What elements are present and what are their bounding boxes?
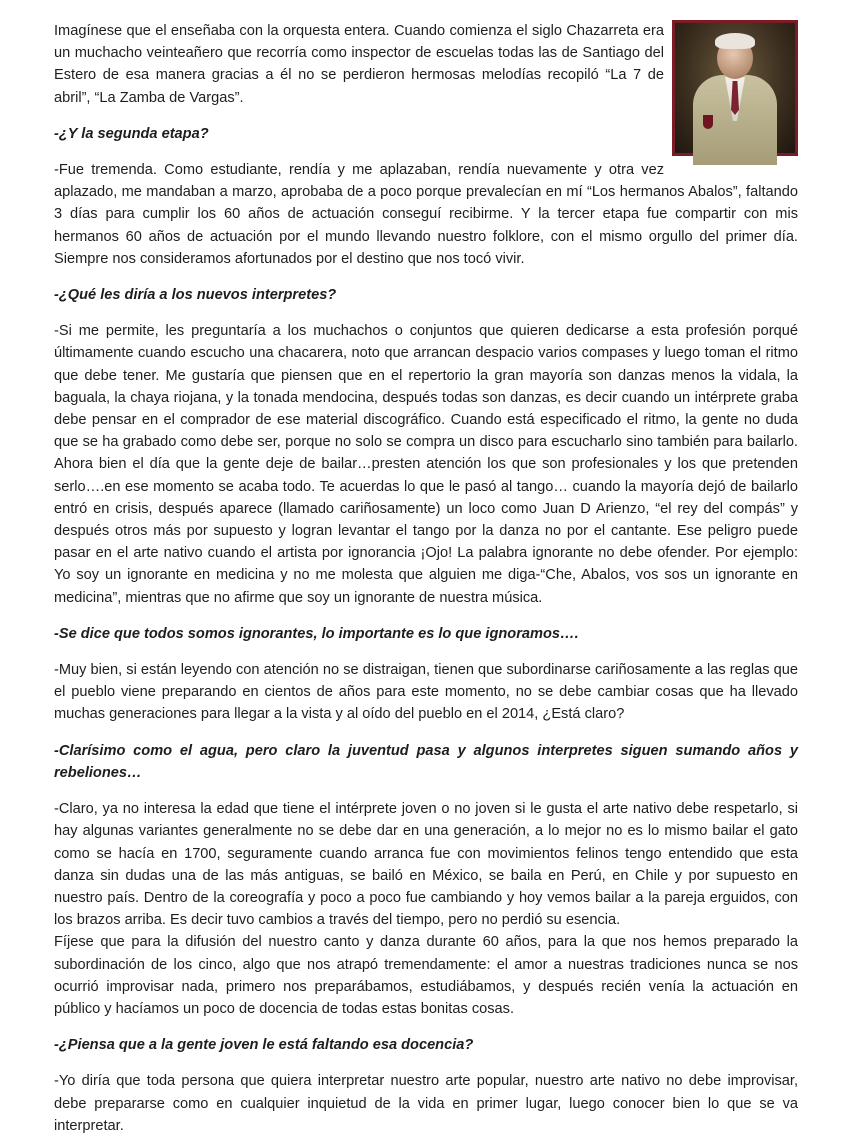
answer-juventud: -Claro, ya no interesa la edad que tiene el intérprete joven o no joven si le gusta el arte nativo debe respetarlo, si hay algunas variantes generalmente no se debe dar en una generación, a lo mejor no es lo mismo bailar el gato como se hacía en 1700, seguramente cuando arranca fue con movimientos felinos tengo entendido que esta danza sin dudas una de las más antiguas, se bailó en México, se baila en Perú, en Chile y por supuesto en nuestro país. Dentro de la coreografía y poco a poco fue cambiando y hoy vemos bailar a la pareja erguidos, con los brazos arriba. Es decir tuvo cambios a través del tiempo, pero no perdió su esencia. — [54, 801, 798, 929]
answer-segunda-etapa: -Fue tremenda. Como estudiante, rendía y me aplazaban, rendía nuevamente y otra vez aplazado, me mandaban a marzo, aprobaba de a poco porque prevalecían en mí “Los hermanos Abalos”, faltando 3 días para cumplir los 60 años de actuación conseguí recibirme. Y la tercer etapa fue compartir con mis hermanos 60 años de actuación por el mundo llevando nuestro folklore, con el mismo orgullo del primer día. Siempre nos consideramos afortunados por el destino que nos tocó vivir. — [54, 162, 798, 267]
portrait-photo — [672, 20, 798, 156]
article-page — [54, 20, 798, 1134]
question-segunda-etapa: -¿Y la segunda etapa? — [54, 125, 209, 142]
portrait-hair — [715, 33, 755, 49]
answer-juventud-continued: Fíjese que para la difusión del nuestro canto y danza durante 60 años, para la que nos hemos preparado la subordinación de los cinco, algo que nos atrapó tremendamente: el amor a nuestras tradiciones nunca se nos ocurrió improvisar nada, primero nos preparábamos, estudiábamos, y después recién venía la actuación en público y hacíamos un poco de docencia de todas estas bonitas cosas. — [54, 934, 798, 1017]
answer-docencia: -Yo diría que toda persona que quiera interpretar nuestro arte popular, nuestro arte nativo no debe improvisar, debe prepararse como en cualquier inquietud de la vida en primer lugar, luego conocer bien lo que se va interpretar. — [54, 1073, 798, 1134]
question-ignorantes: -Se dice que todos somos ignorantes, lo importante es lo que ignoramos…. — [54, 625, 579, 642]
question-docencia: -¿Piensa que a la gente joven le está faltando esa docencia? — [54, 1037, 474, 1054]
question-juventud: -Clarísimo como el agua, pero claro la juventud pasa y algunos interpretes siguen sumando años y rebeliones… — [54, 742, 798, 781]
answer-ignorantes: -Muy bien, si están leyendo con atención no se distraigan, tienen que subordinarse cariñosamente a las reglas que el pueblo viene preparando en cientos de años para este momento, no se debe cambiar cosas que ha llevado muchas generaciones para llegar a la vista y al oído del pueblo en el 2014, ¿Está claro? — [54, 662, 798, 723]
portrait-wine-glass — [703, 115, 713, 129]
question-nuevos-interpretes: -¿Qué les diría a los nuevos interpretes? — [54, 287, 337, 304]
answer-nuevos-interpretes: -Si me permite, les preguntaría a los muchachos o conjuntos que quieren dedicarse a esta profesión porqué últimamente cuando escucho una chacarera, noto que arrancan despacio varios compases y luego toman el ritmo que debe tener. Me gustaría que piensen que en el repertorio la gran mayoría son danzas menos la vidala, la baguala, la chaya riojana, y la tonada mendocina, después todas son danzas, es decir cuando un intérprete graba debe pensar en el comprador de ese material discográfico. Cuando está especificado el ritmo, la gente no duda que se ha grabado como debe ser, porque no solo se compra un disco para escucharlo sino también para bailarlo. Ahora bien el día que la gente deje de bailar…presten atención los que son profesionales y los que pretenden serlo….en ese momento se acaba todo. Te acuerdas lo que le pasó al tango… cuando la mayoría dejó de bailarlo entró en crisis, después aparece (llamado cariñosamente) un loco como Juan D Arienzo, “el rey del compás” y después otros más por supuesto y logran levantar el tango por la danza no por el cantante. Ese peligro puede pasar en el arte nativo cuando el artista por ignorancia ¡Ojo! La palabra ignorante no debe ofender. Por ejemplo: Yo soy un ignorante en medicina y no me molesta que alguien me diga-“Che, Abalos, vos sos un ignorante en medicina”, mientras que no afirme que soy un ignorante de nuestra música. — [54, 323, 798, 606]
paragraph-intro: Imagínese que el enseñaba con la orquesta entera. Cuando comienza el siglo Chazarreta era un muchacho veinteañero que recorría como inspector de escuelas todas las de Santiago del Estero de esa manera gracias a él no se perdieron hermosas melodías recopiló “La 7 de abril”, “La Zamba de Vargas”. — [54, 23, 664, 106]
